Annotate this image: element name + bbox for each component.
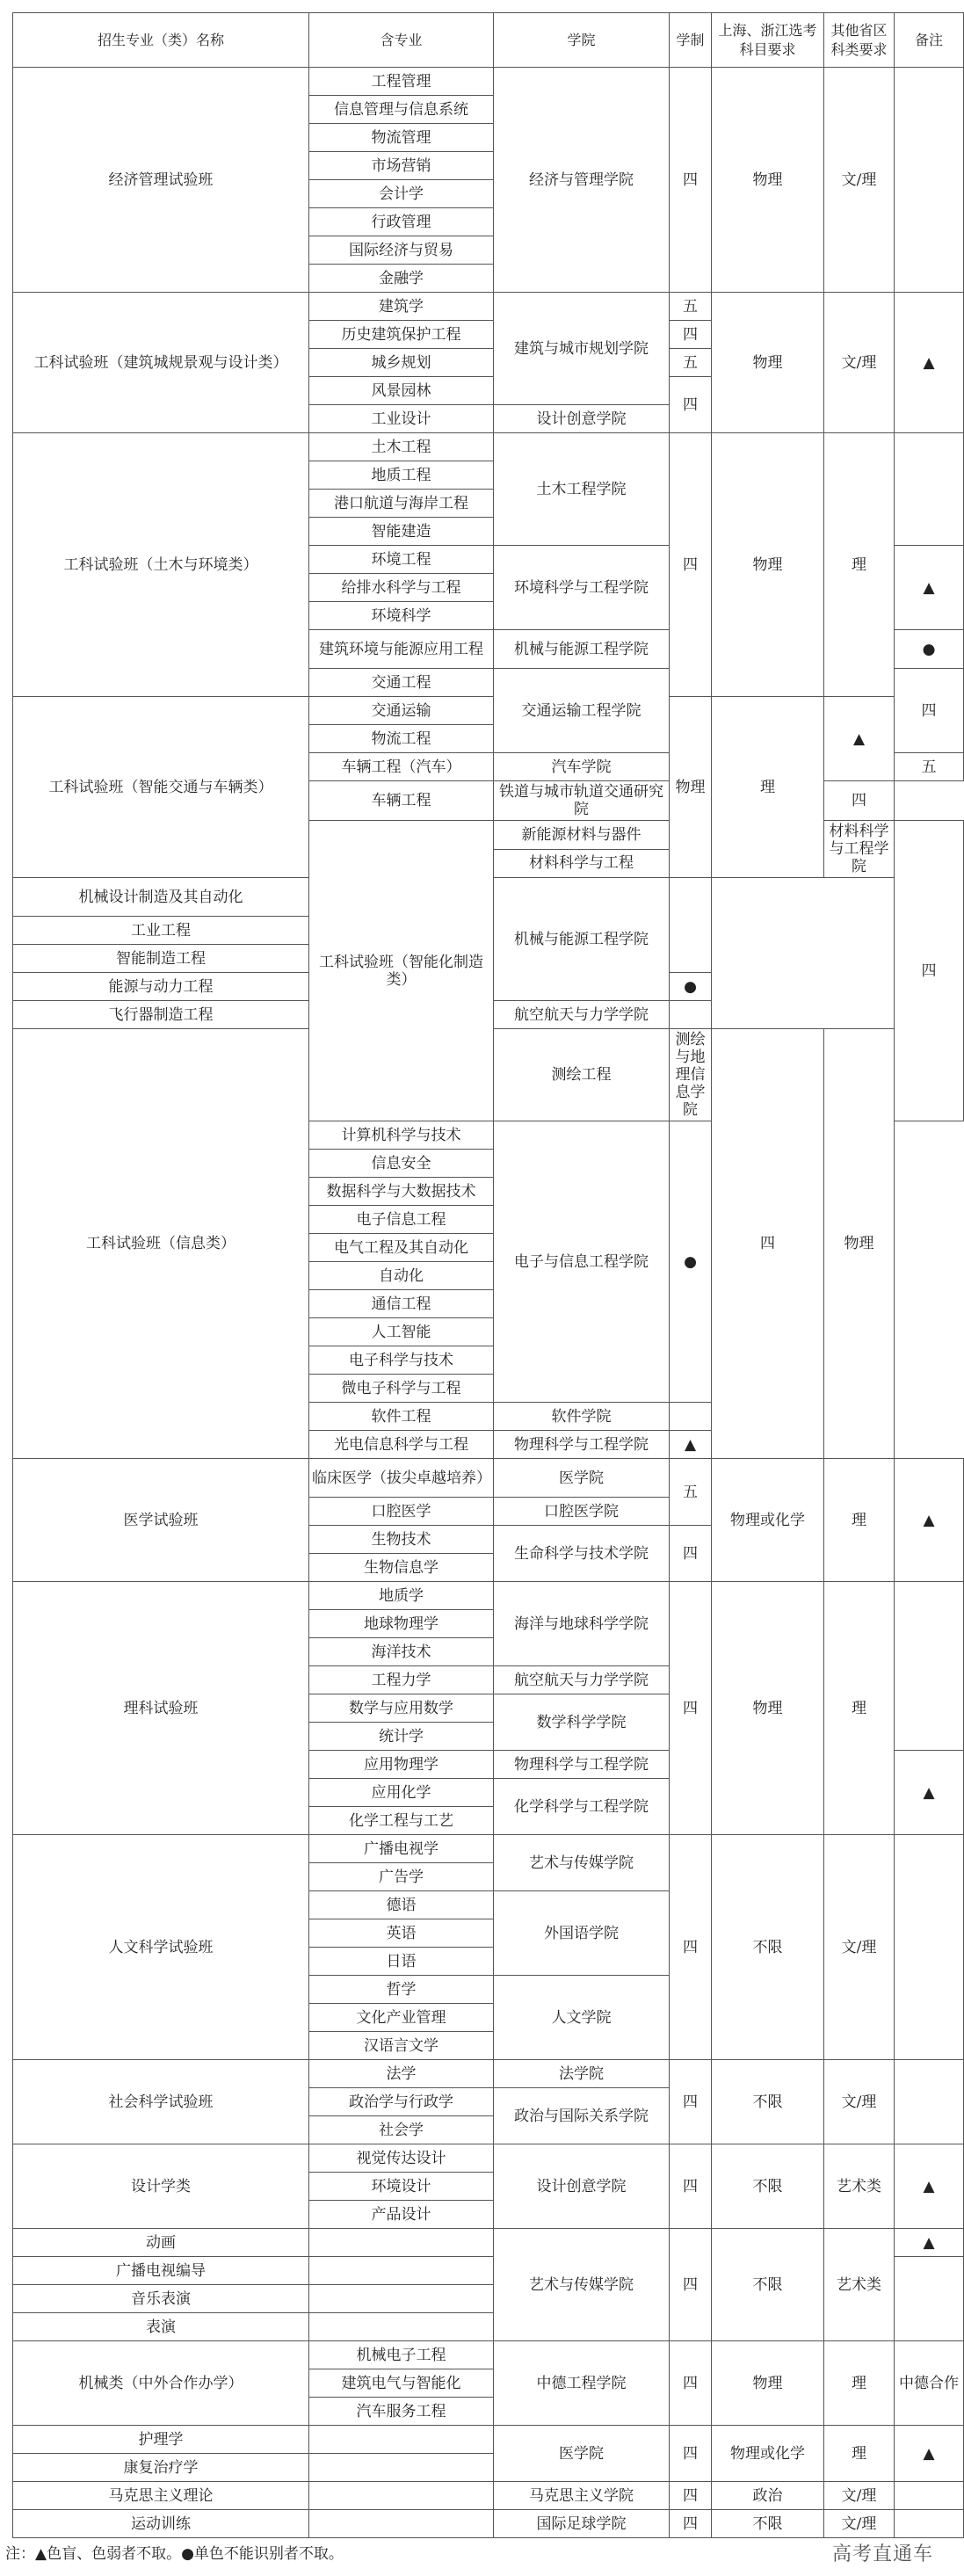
table-row — [13, 697, 964, 725]
subject-requirement-cell: 不限 — [712, 2510, 824, 2538]
included-major-cell: 法学 — [309, 2060, 494, 2088]
included-major-cell — [309, 2285, 494, 2313]
included-major-cell: 化学工程与工艺 — [309, 1807, 494, 1835]
included-major-cell: 人工智能 — [309, 1318, 494, 1346]
included-major-cell — [309, 2482, 494, 2510]
major-category-cell: 康复治疗学 — [13, 2454, 309, 2482]
college-cell: 测绘工程 — [494, 1029, 670, 1121]
table-row — [13, 1459, 964, 1498]
included-major-cell: 应用物理学 — [309, 1751, 494, 1779]
major-category-cell: 设计学类 — [13, 2144, 309, 2229]
stream-requirement-cell: 文/理 — [824, 2482, 895, 2510]
college-cell: 建筑与城市规划学院 — [494, 293, 670, 405]
remark-symbol: ▲ — [895, 1751, 964, 1835]
stream-requirement-cell: 理 — [824, 1582, 895, 1835]
included-major-cell: 工程力学 — [309, 1666, 494, 1694]
admission-table — [12, 12, 964, 2538]
included-major-cell: 广播电视学 — [309, 1835, 494, 1863]
stream-requirement-cell: 文/理 — [824, 2060, 895, 2144]
included-major-cell: 计算机科学与技术 — [309, 1121, 494, 1150]
remark-cell — [895, 2257, 964, 2341]
table-row — [13, 2060, 964, 2088]
college-cell: 马克思主义学院 — [494, 2482, 670, 2510]
subject-requirement-cell: 不限 — [712, 2229, 824, 2341]
college-cell: 铁道与城市轨道交通研究院 — [494, 781, 670, 821]
college-cell: 医学院 — [494, 1459, 670, 1498]
included-major-cell: 环境科学 — [309, 602, 494, 630]
college-cell: 软件学院 — [494, 1403, 670, 1431]
included-major-cell: 广告学 — [309, 1863, 494, 1891]
stream-requirement-cell: 理 — [824, 1459, 895, 1582]
included-major-cell: 生物技术 — [309, 1526, 494, 1554]
included-major-cell: 机械电子工程 — [309, 2341, 494, 2369]
header-cell: 备注 — [895, 13, 964, 68]
major-category-cell: 能源与动力工程 — [13, 973, 309, 1001]
included-major-cell: 统计学 — [309, 1723, 494, 1751]
major-category-cell: 动画 — [13, 2229, 309, 2257]
table-row — [13, 1582, 964, 1610]
included-major-cell: 车辆工程 — [309, 781, 494, 821]
college-cell: 机械与能源工程学院 — [494, 630, 670, 669]
major-category-cell: 广播电视编导 — [13, 2257, 309, 2285]
subject-requirement-cell: 四 — [712, 1029, 824, 1459]
major-category-cell: 表演 — [13, 2313, 309, 2341]
included-major-cell: 建筑学 — [309, 293, 494, 321]
college-cell: 材料科学与工程 — [494, 849, 670, 878]
remark-symbol: ▲ — [824, 697, 895, 781]
subject-requirement-cell: 物理或化学 — [712, 2426, 824, 2482]
included-major-cell: 国际经济与贸易 — [309, 236, 494, 265]
included-major-cell: 文化产业管理 — [309, 2004, 494, 2032]
included-major-cell: 建筑电气与智能化 — [309, 2369, 494, 2398]
included-major-cell: 政治学与行政学 — [309, 2088, 494, 2116]
remark-symbol: ▲ — [895, 2426, 964, 2482]
remark-symbol: ● — [670, 1121, 712, 1403]
duration-cell: 四 — [670, 433, 712, 697]
college-cell: 汽车学院 — [494, 753, 670, 781]
included-major-cell: 临床医学（拔尖卓越培养） — [309, 1459, 494, 1498]
watermark: 高考直通车 — [831, 2543, 933, 2565]
college-cell: 航空航天与力学学院 — [494, 1001, 670, 1029]
included-major-cell: 交通工程 — [309, 669, 494, 697]
included-major-cell: 社会学 — [309, 2116, 494, 2144]
major-category-cell: 人文科学试验班 — [13, 1835, 309, 2060]
stream-requirement-cell: 文/理 — [824, 293, 895, 433]
major-category-cell: 工科试验班（智能交通与车辆类） — [13, 697, 309, 878]
table-footnote: 注：▲色盲、色弱者不取。●单色不能识别者不取。 — [5, 2545, 344, 2563]
included-major-cell: 英语 — [309, 1919, 494, 1948]
duration-cell: 五 — [670, 1459, 712, 1526]
remark-symbol: ▲ — [895, 546, 964, 630]
remark-cell — [895, 68, 964, 293]
major-category-cell: 智能制造工程 — [13, 945, 309, 973]
major-category-cell: 经济管理试验班 — [13, 68, 309, 293]
duration-cell — [670, 1001, 712, 1029]
included-major-cell: 软件工程 — [309, 1403, 494, 1431]
subject-requirement-cell: 政治 — [712, 2482, 824, 2510]
remark-cell: 五 — [895, 753, 964, 781]
remark-cell — [895, 2482, 964, 2510]
included-major-cell: 地质学 — [309, 1582, 494, 1610]
college-cell: 经济与管理学院 — [494, 68, 670, 293]
included-major-cell: 风景园林 — [309, 377, 494, 405]
college-cell: 交通运输工程学院 — [494, 669, 670, 753]
included-major-cell — [309, 2426, 494, 2454]
stream-requirement-cell: 文/理 — [824, 1835, 895, 2060]
duration-cell: 四 — [670, 2144, 712, 2229]
college-cell: 中德工程学院 — [494, 2341, 670, 2426]
included-major-cell: 汉语言文学 — [309, 2032, 494, 2060]
major-category-cell: 机械类（中外合作办学） — [13, 2341, 309, 2426]
duration-cell: 四 — [670, 1526, 712, 1582]
college-cell: 电子与信息工程学院 — [494, 1121, 670, 1403]
included-major-cell: 信息安全 — [309, 1150, 494, 1178]
header-cell: 招生专业（类）名称 — [13, 13, 309, 68]
major-category-cell: 医学试验班 — [13, 1459, 309, 1582]
duration-cell: 五 — [670, 293, 712, 321]
subject-requirement-cell: 理 — [712, 697, 824, 878]
duration-cell: 四 — [670, 2060, 712, 2144]
college-cell: 物理科学与工程学院 — [494, 1431, 670, 1459]
major-category-cell: 工业工程 — [13, 917, 309, 945]
included-major-cell: 土木工程 — [309, 433, 494, 461]
table-header-row — [13, 13, 964, 68]
included-major-cell: 环境工程 — [309, 546, 494, 574]
remark-symbol: ● — [895, 630, 964, 669]
subject-requirement-cell: 不限 — [712, 1835, 824, 2060]
college-cell: 政治与国际关系学院 — [494, 2088, 670, 2144]
major-category-cell: 机械设计制造及其自动化 — [13, 878, 309, 917]
included-major-cell: 电气工程及其自动化 — [309, 1234, 494, 1262]
included-major-cell: 微电子科学与工程 — [309, 1375, 494, 1403]
included-major-cell: 电子科学与技术 — [309, 1346, 494, 1375]
table-row — [13, 2426, 964, 2454]
stream-requirement-cell: 理 — [824, 2341, 895, 2426]
header-cell: 学制 — [670, 13, 712, 68]
duration-cell: 物理 — [670, 697, 712, 878]
remark-cell — [895, 1835, 964, 2060]
remark-cell: 中德合作 — [895, 2341, 964, 2426]
remark-cell: 四 — [895, 669, 964, 753]
included-major-cell: 德语 — [309, 1891, 494, 1919]
included-major-cell: 行政管理 — [309, 208, 494, 236]
stream-requirement-cell: 艺术类 — [824, 2144, 895, 2229]
table-row — [13, 2229, 964, 2257]
included-major-cell: 工科试验班（智能化制造类） — [309, 821, 494, 1121]
header-cell: 学院 — [494, 13, 670, 68]
remark-symbol: ▲ — [895, 2229, 964, 2257]
remark-symbol: ▲ — [895, 1459, 964, 1582]
included-major-cell: 光电信息科学与工程 — [309, 1431, 494, 1459]
subject-requirement-cell: 物理 — [712, 68, 824, 293]
included-major-cell — [309, 2454, 494, 2482]
college-cell: 环境科学与工程学院 — [494, 546, 670, 630]
college-cell: 外国语学院 — [494, 1891, 670, 1976]
duration-cell — [670, 1403, 712, 1431]
duration-cell: 四 — [670, 2426, 712, 2482]
included-major-cell — [309, 2510, 494, 2538]
remark-symbol: ▲ — [670, 1431, 712, 1459]
included-major-cell: 物流工程 — [309, 725, 494, 753]
included-major-cell: 环境设计 — [309, 2173, 494, 2201]
included-major-cell: 日语 — [309, 1948, 494, 1976]
included-major-cell: 应用化学 — [309, 1779, 494, 1807]
college-cell: 土木工程学院 — [494, 433, 670, 546]
included-major-cell: 汽车服务工程 — [309, 2398, 494, 2426]
included-major-cell: 海洋技术 — [309, 1638, 494, 1666]
stream-requirement-cell: 物理 — [824, 1029, 895, 1459]
duration-cell: 四 — [670, 2341, 712, 2426]
duration-cell: 四 — [670, 2229, 712, 2341]
major-category-cell: 音乐表演 — [13, 2285, 309, 2313]
college-cell: 航空航天与力学学院 — [494, 1666, 670, 1694]
stream-requirement-cell: 材料科学与工程学院 — [824, 821, 895, 878]
remark-cell: 四 — [895, 821, 964, 1121]
included-major-cell: 城乡规划 — [309, 349, 494, 377]
included-major-cell — [309, 2313, 494, 2341]
stream-requirement-cell: 理 — [824, 433, 895, 697]
included-major-cell: 建筑环境与能源应用工程 — [309, 630, 494, 669]
major-category-cell: 工科试验班（建筑城规景观与设计类） — [13, 293, 309, 433]
major-category-cell: 马克思主义理论 — [13, 2482, 309, 2510]
included-major-cell: 历史建筑保护工程 — [309, 321, 494, 349]
included-major-cell: 物流管理 — [309, 124, 494, 152]
duration-cell: 四 — [670, 68, 712, 293]
college-cell: 艺术与传媒学院 — [494, 1835, 670, 1891]
duration-cell: 五 — [670, 349, 712, 377]
subject-requirement-cell: 物理 — [712, 2341, 824, 2426]
remark-symbol: ● — [670, 973, 712, 1001]
included-major-cell: 产品设计 — [309, 2201, 494, 2229]
included-major-cell: 信息管理与信息系统 — [309, 96, 494, 124]
major-category-cell: 护理学 — [13, 2426, 309, 2454]
duration-cell: 四 — [670, 2510, 712, 2538]
college-cell: 数学科学学院 — [494, 1694, 670, 1751]
stream-requirement-cell: 文/理 — [824, 68, 895, 293]
remark-cell — [895, 433, 964, 546]
subject-requirement-cell: 不限 — [712, 2144, 824, 2229]
included-major-cell — [309, 2229, 494, 2257]
college-cell: 法学院 — [494, 2060, 670, 2088]
included-major-cell: 工业设计 — [309, 405, 494, 433]
stream-requirement-cell: 理 — [824, 2426, 895, 2482]
included-major-cell: 数据科学与大数据技术 — [309, 1178, 494, 1206]
table-row — [13, 2341, 964, 2369]
college-cell: 化学科学与工程学院 — [494, 1779, 670, 1835]
stream-requirement-cell: 艺术类 — [824, 2229, 895, 2341]
subject-requirement-cell: 物理 — [712, 433, 824, 697]
college-cell: 设计创意学院 — [494, 2144, 670, 2229]
major-category-cell: 运动训练 — [13, 2510, 309, 2538]
college-cell: 国际足球学院 — [494, 2510, 670, 2538]
included-major-cell: 哲学 — [309, 1976, 494, 2004]
major-category-cell: 飞行器制造工程 — [13, 1001, 309, 1029]
duration-cell: 四 — [670, 321, 712, 349]
duration-cell: 四 — [670, 377, 712, 433]
college-cell: 人文学院 — [494, 1976, 670, 2060]
included-major-cell: 自动化 — [309, 1262, 494, 1290]
header-cell: 上海、浙江选考科目要求 — [712, 13, 824, 68]
duration-cell: 四 — [670, 1835, 712, 2060]
remark-symbol: ▲ — [895, 293, 964, 433]
header-cell: 含专业 — [309, 13, 494, 68]
included-major-cell: 金融学 — [309, 265, 494, 293]
major-category-cell: 理科试验班 — [13, 1582, 309, 1835]
college-cell: 医学院 — [494, 2426, 670, 2482]
table-row — [13, 1835, 964, 1863]
table-row — [13, 68, 964, 96]
remark-cell — [895, 1582, 964, 1751]
remark-cell — [895, 2060, 964, 2144]
included-major-cell: 电子信息工程 — [309, 1206, 494, 1234]
stream-requirement-cell: 四 — [824, 781, 895, 821]
college-cell: 口腔医学院 — [494, 1498, 670, 1526]
duration-cell: 四 — [670, 2482, 712, 2510]
college-cell: 艺术与传媒学院 — [494, 2229, 670, 2341]
included-major-cell: 数学与应用数学 — [309, 1694, 494, 1723]
major-category-cell: 工科试验班（土木与环境类） — [13, 433, 309, 697]
college-cell: 生命科学与技术学院 — [494, 1526, 670, 1582]
included-major-cell: 车辆工程（汽车） — [309, 753, 494, 781]
included-major-cell: 生物信息学 — [309, 1554, 494, 1582]
included-major-cell: 给排水科学与工程 — [309, 574, 494, 602]
included-major-cell: 地球物理学 — [309, 1610, 494, 1638]
header-cell: 其他省区科类要求 — [824, 13, 895, 68]
included-major-cell: 智能建造 — [309, 518, 494, 546]
included-major-cell: 工程管理 — [309, 68, 494, 96]
college-cell: 海洋与地球科学学院 — [494, 1582, 670, 1666]
major-category-cell: 工科试验班（信息类） — [13, 1029, 309, 1459]
included-major-cell: 口腔医学 — [309, 1498, 494, 1526]
included-major-cell: 通信工程 — [309, 1290, 494, 1318]
duration-cell — [670, 878, 712, 973]
subject-requirement-cell: 物理 — [712, 293, 824, 433]
college-cell: 设计创意学院 — [494, 405, 670, 433]
table-row — [13, 2510, 964, 2538]
included-major-cell: 港口航道与海岸工程 — [309, 490, 494, 518]
duration-cell: 测绘与地理信息学院 — [670, 1029, 712, 1121]
included-major-cell — [309, 2257, 494, 2285]
included-major-cell: 视觉传达设计 — [309, 2144, 494, 2173]
included-major-cell: 会计学 — [309, 180, 494, 208]
remark-cell — [895, 2510, 964, 2538]
stream-requirement-cell: 文/理 — [824, 2510, 895, 2538]
college-cell: 新能源材料与器件 — [494, 821, 670, 850]
college-cell: 机械与能源工程学院 — [494, 878, 670, 1001]
included-major-cell: 市场营销 — [309, 152, 494, 180]
major-category-cell: 社会科学试验班 — [13, 2060, 309, 2144]
subject-requirement-cell: 物理或化学 — [712, 1459, 824, 1582]
remark-symbol: ▲ — [895, 2144, 964, 2229]
table-row — [13, 293, 964, 321]
subject-requirement-cell: 不限 — [712, 2060, 824, 2144]
included-major-cell: 地质工程 — [309, 461, 494, 490]
duration-cell: 四 — [670, 1582, 712, 1835]
table-row — [13, 433, 964, 461]
table-row — [13, 2144, 964, 2173]
included-major-cell: 交通运输 — [309, 697, 494, 725]
college-cell: 物理科学与工程学院 — [494, 1751, 670, 1779]
table-row — [13, 2482, 964, 2510]
subject-requirement-cell: 物理 — [712, 1582, 824, 1835]
